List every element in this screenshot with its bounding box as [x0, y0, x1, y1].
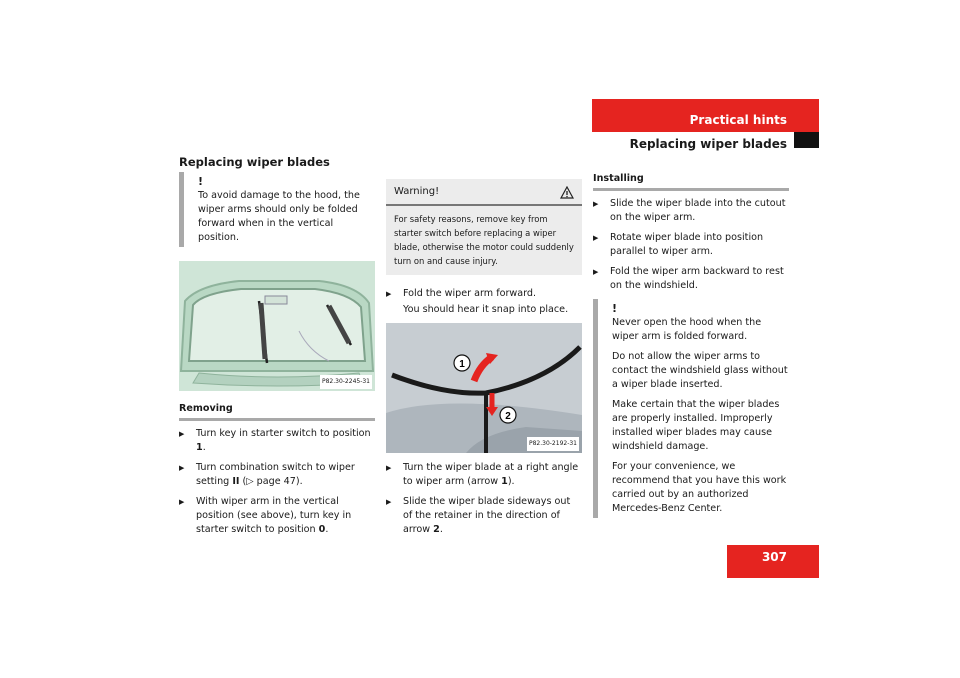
- installing-steps: [593, 197, 789, 293]
- figure-code: P82.30-2192-31: [527, 437, 579, 451]
- installing-heading: Installing: [593, 172, 789, 191]
- removing-steps-final: [386, 461, 582, 537]
- warning-triangle-icon: [560, 186, 574, 199]
- header-marker: [794, 132, 819, 148]
- exclamation-icon: !: [612, 302, 618, 315]
- wiper-arm-illustration: [386, 323, 582, 453]
- list-item: ▶ Turn combination switch to wiper setting II (▷ page 47).: [179, 461, 375, 489]
- column-right: [593, 172, 789, 518]
- column-left: [179, 172, 375, 543]
- list-item: ▶ Slide the wiper blade sideways out of the retainer in the direction of arrow 2.: [386, 495, 582, 537]
- page-title: Replacing wiper blades: [179, 155, 330, 169]
- warning-text: For safety reasons, remove key from starter switch before replacing a wiper blade, otherwise the motor could suddenly turn on and cause injury.: [394, 214, 574, 266]
- wiper-blade-figure: [179, 261, 375, 391]
- note-paragraph: Never open the hood when the wiper arm is folded forward.: [612, 317, 762, 342]
- caution-note: [593, 299, 789, 518]
- note-paragraph: Do not allow the wiper arms to contact the windshield glass without a wiper blade inserted.: [612, 351, 788, 390]
- list-item: ▶ Slide the wiper blade into the cutout on the wiper arm.: [593, 197, 789, 225]
- removing-steps-continued: [386, 287, 582, 301]
- note-paragraph: Make certain that the wiper blades are properly installed. Improperly installed wiper blades may cause windshield damage.: [612, 399, 780, 452]
- exclamation-icon: !: [198, 175, 204, 188]
- step-note: You should hear it snap into place.: [403, 304, 569, 315]
- windshield-illustration: [179, 261, 375, 391]
- list-item: ▶ With wiper arm in the vertical position (see above), turn key in starter switch to position 0.: [179, 495, 375, 537]
- warning-box: [386, 179, 582, 275]
- chapter-title: Practical hints: [689, 113, 787, 127]
- callout-1: 1: [459, 359, 465, 370]
- figure-code: P82.30-2245-31: [320, 375, 372, 389]
- page-number: 307: [761, 550, 787, 564]
- column-middle: [386, 179, 582, 543]
- wiper-removal-figure: [386, 323, 582, 453]
- list-item: ▶ Rotate wiper blade into position parallel to wiper arm.: [593, 231, 789, 259]
- removing-heading: Removing: [179, 402, 375, 421]
- list-item: ▶ Turn the wiper blade at a right angle to wiper arm (arrow 1).: [386, 461, 582, 489]
- removing-steps: [179, 427, 375, 537]
- list-item: ▶ Fold the wiper arm forward.: [386, 287, 582, 301]
- warning-title: Warning!: [394, 186, 440, 197]
- callout-2: 2: [505, 411, 511, 422]
- list-item: ▶ Fold the wiper arm backward to rest on the windshield.: [593, 265, 789, 293]
- note-paragraph: For your convenience, we recommend that you have this work carried out by an authorized Mercedes-Benz Center.: [612, 461, 787, 514]
- caution-note: [179, 172, 375, 247]
- list-item: ▶ Turn key in starter switch to position 1.: [179, 427, 375, 455]
- caution-note-text: To avoid damage to the hood, the wiper arms should only be folded forward when in the vertical position.: [198, 190, 360, 243]
- section-subtitle: Replacing wiper blades: [629, 137, 787, 151]
